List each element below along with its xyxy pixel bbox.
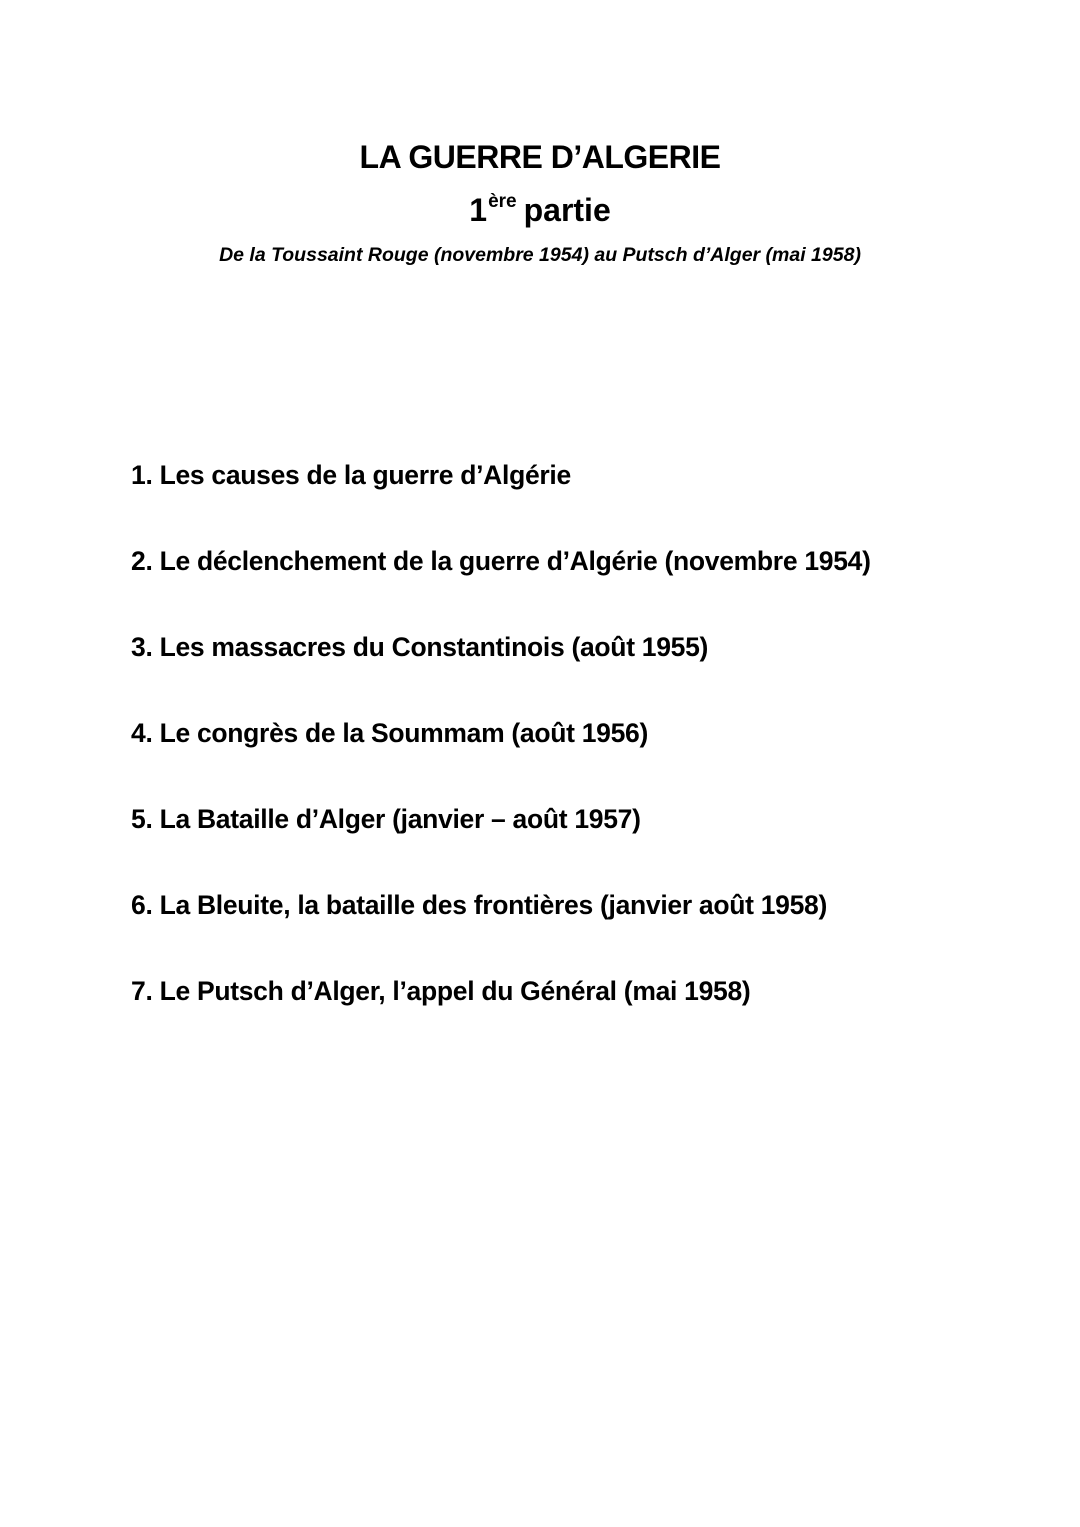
toc-item-2: 2. Le déclenchement de la guerre d’Algérie (novembre 1954) <box>131 546 871 576</box>
toc-item-3: 3. Les massacres du Constantinois (août 1955) <box>131 632 709 662</box>
toc-item-6: 6. La Bleuite, la bataille des frontières (janvier août 1958) <box>131 890 827 920</box>
part-superscript: ère <box>488 191 517 212</box>
part-word: partie <box>523 192 611 228</box>
part-heading <box>0 186 1080 234</box>
document-title: LA GUERRE D’ALGERIE <box>359 139 721 175</box>
part-number: 1 <box>469 192 488 228</box>
toc-item-7: 7. Le Putsch d’Alger, l’appel du Général (mai 1958) <box>131 976 751 1006</box>
toc-item-1: 1. Les causes de la guerre d’Algérie <box>131 460 571 490</box>
toc-item-4: 4. Le congrès de la Soummam (août 1956) <box>131 718 648 748</box>
table-of-contents <box>131 453 1031 1055</box>
toc-item-5: 5. La Bataille d’Alger (janvier – août 1957) <box>131 804 641 834</box>
document-subtitle: De la Toussaint Rouge (novembre 1954) au Putsch d’Alger (mai 1958) <box>219 244 861 266</box>
